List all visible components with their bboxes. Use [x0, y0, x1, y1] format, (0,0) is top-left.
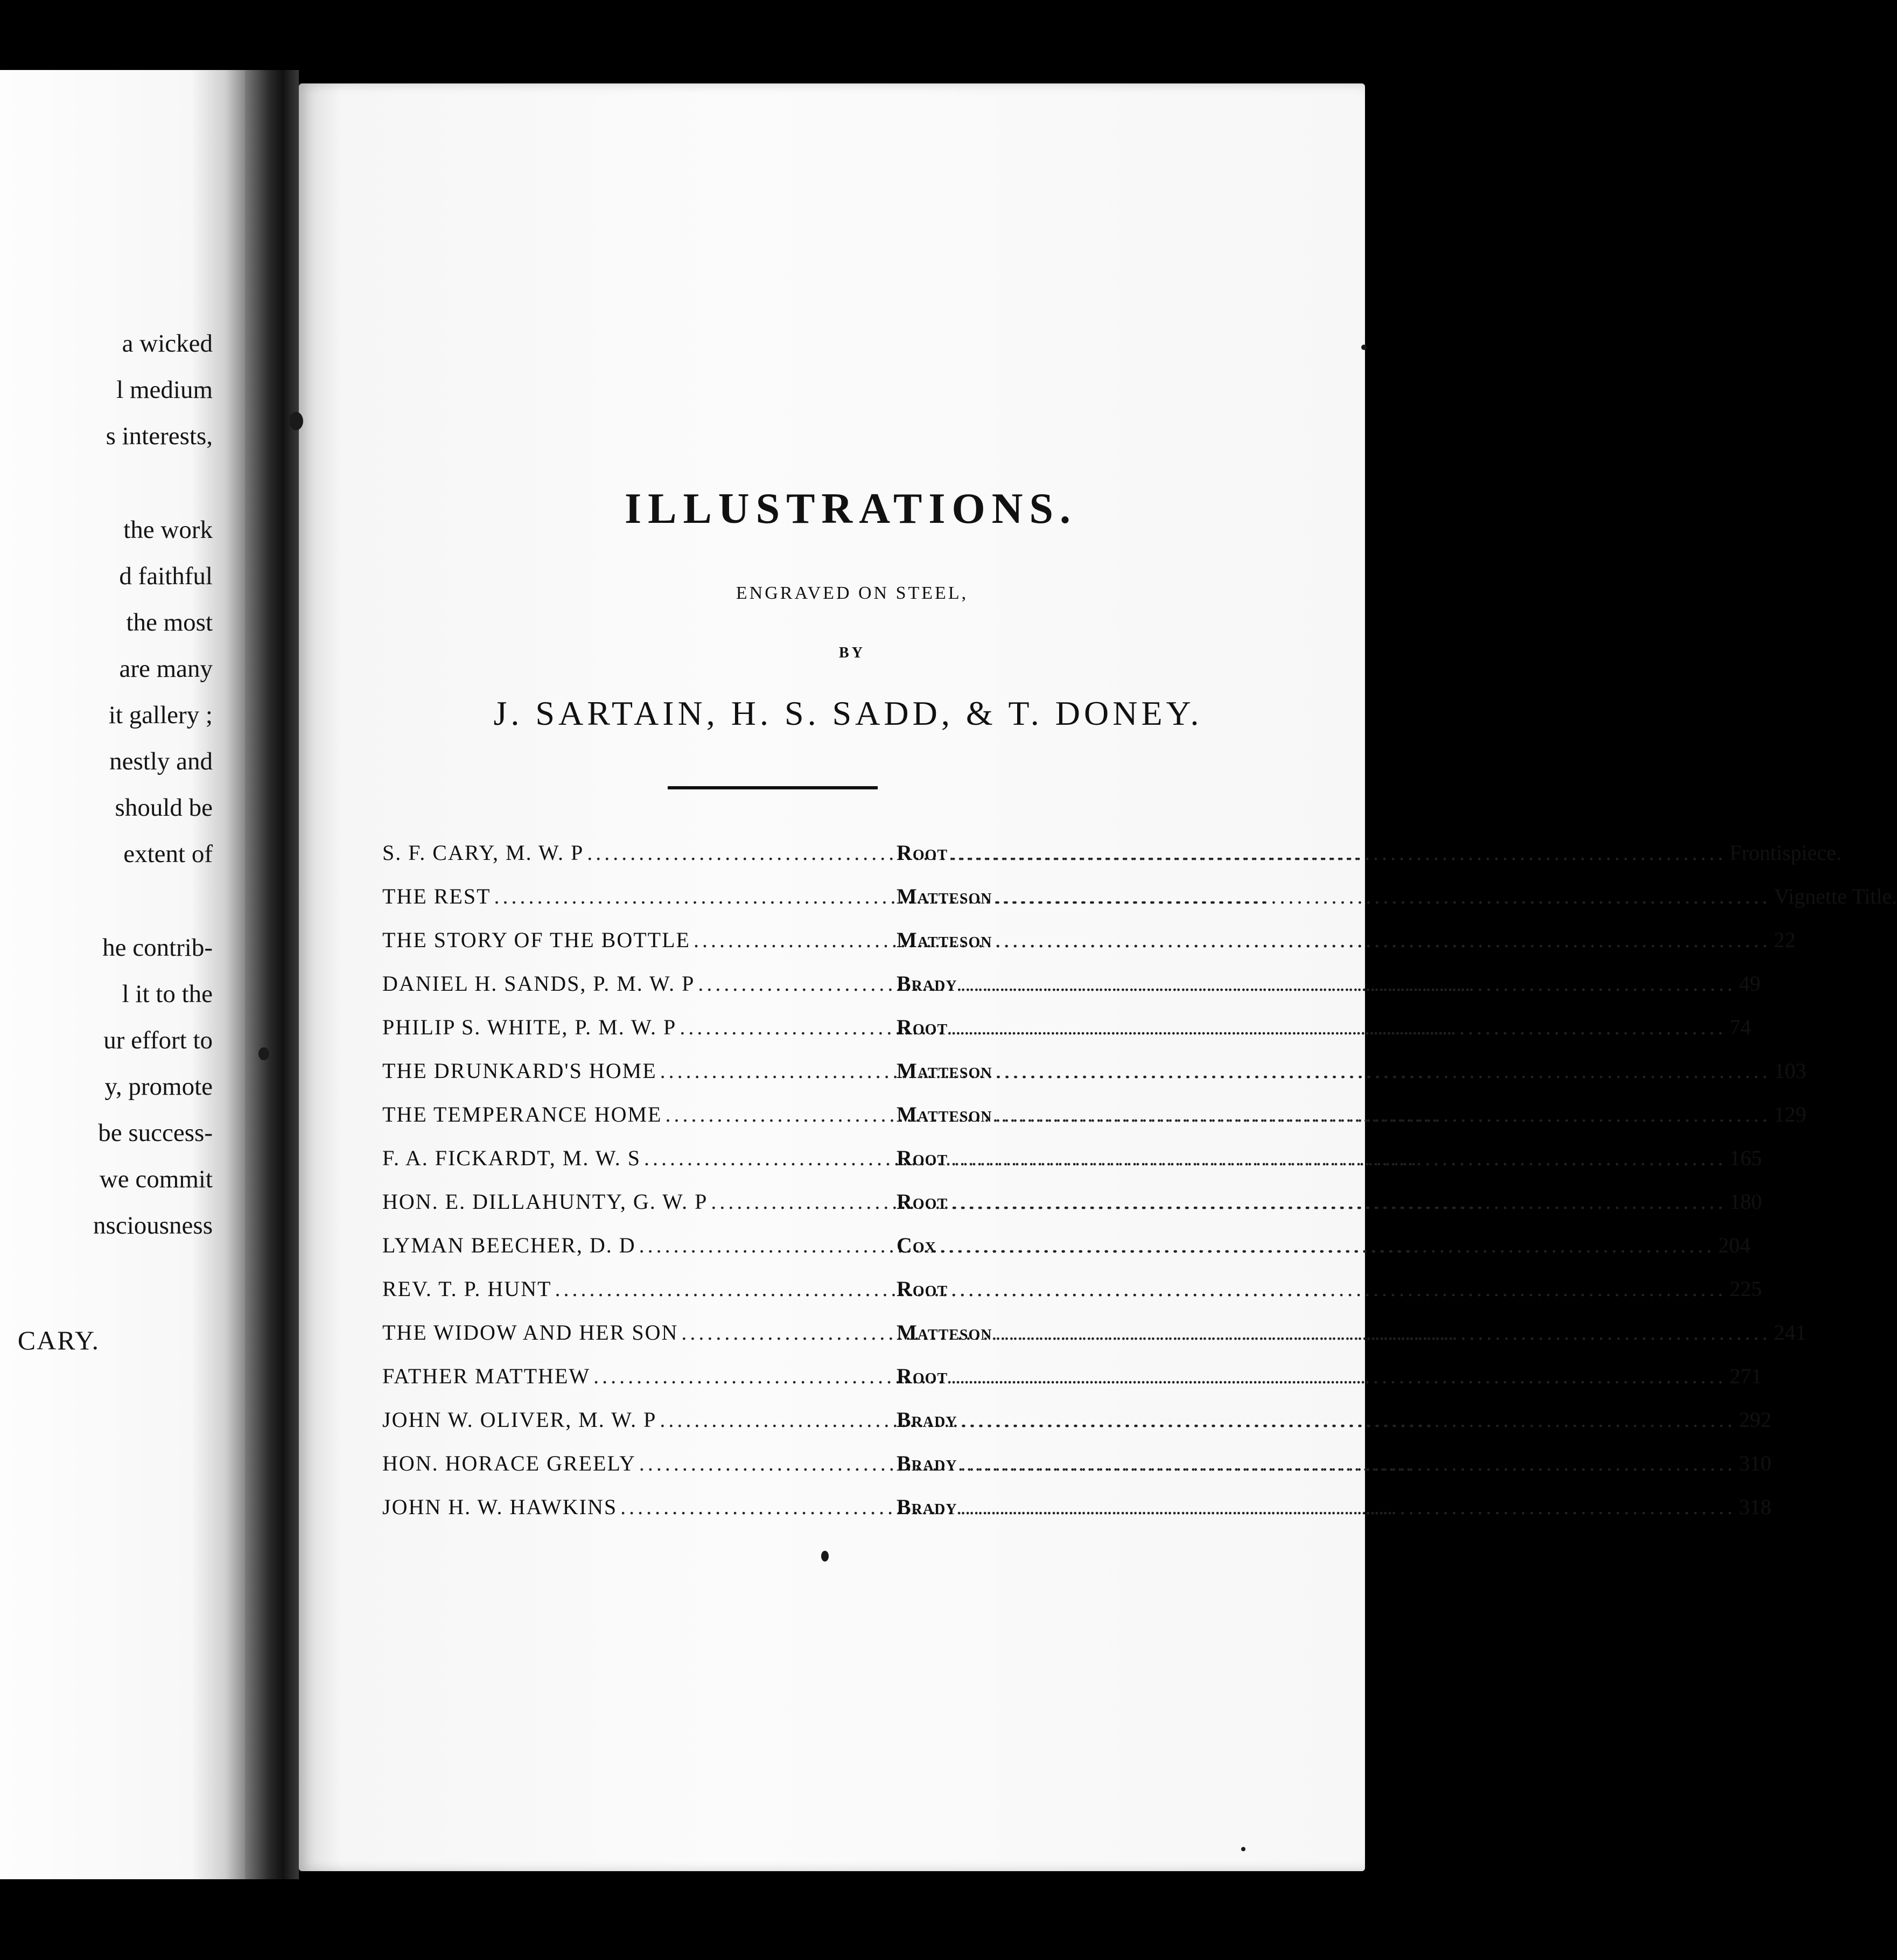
author-signature: CARY. — [17, 1325, 100, 1355]
left-text-line: a wicked — [122, 330, 213, 358]
plate-engraver: Brady — [897, 971, 957, 996]
plate-page: 225 — [1730, 1277, 1762, 1301]
left-text-line: ur effort to — [103, 1026, 213, 1054]
plate-engraver: Matteson — [897, 1102, 992, 1126]
plate-engraver: Cox — [897, 1233, 936, 1257]
plate-page: 180 — [1730, 1189, 1762, 1214]
leader-dots — [951, 1363, 1726, 1389]
leader-dots — [996, 1320, 1771, 1345]
leader-dots — [961, 1494, 1736, 1520]
leader-dots — [951, 1014, 1726, 1040]
scan-speck — [821, 1551, 829, 1562]
plate-engraver: Matteson — [897, 884, 992, 908]
plate-engraver: Matteson — [897, 1320, 992, 1345]
plate-entry — [382, 971, 1761, 1014]
plate-page: Frontispiece. — [1730, 841, 1842, 865]
plate-page: 241 — [1774, 1320, 1807, 1345]
plate-engraver: Root — [897, 1364, 948, 1388]
plate-title: JOHN H. W. HAWKINS — [382, 1495, 618, 1519]
page-title: ILLUSTRATIONS. — [624, 485, 1077, 533]
book-gutter — [245, 70, 299, 1879]
plate-entry — [382, 1102, 1807, 1145]
by-line: BY — [839, 645, 865, 661]
plate-title: THE REST — [382, 884, 491, 908]
plate-page: 49 — [1739, 971, 1761, 996]
leader-dots — [940, 1233, 1715, 1258]
plate-page: 165 — [1730, 1146, 1762, 1170]
engravers-line: J. SARTAIN, H. S. SADD, & T. DONEY. — [493, 694, 1203, 732]
plate-engraver: Brady — [897, 1451, 957, 1475]
plate-title: F. A. FICKARDT, M. W. S — [382, 1146, 641, 1170]
plate-entry — [382, 1189, 1762, 1233]
plate-list — [382, 840, 1897, 1538]
plate-title: DANIEL H. SANDS, P. M. W. P — [382, 971, 695, 996]
leader-dots — [996, 884, 1771, 909]
left-text-line: l medium — [116, 376, 213, 404]
plate-title: REV. T. P. HUNT — [382, 1277, 552, 1301]
plate-entry — [382, 1494, 1772, 1538]
left-page — [0, 70, 245, 1879]
plate-entry — [382, 1320, 1807, 1363]
illustrations-page — [299, 83, 1897, 1871]
plate-title: JOHN W. OLIVER, M. W. P — [382, 1408, 657, 1432]
leader-dots — [961, 971, 1736, 996]
plate-title: HON. E. DILLAHUNTY, G. W. P — [382, 1189, 708, 1214]
plate-page: 292 — [1739, 1408, 1772, 1432]
plate-title: FATHER MATTHEW — [382, 1364, 591, 1388]
plate-page: 22 — [1774, 928, 1796, 952]
left-text-line: the work — [123, 516, 213, 544]
plate-title: S. F. CARY, M. W. P — [382, 841, 584, 865]
leader-dots — [961, 1407, 1736, 1432]
plate-page: Vignette Title. — [1774, 884, 1897, 908]
plate-entry — [382, 1058, 1807, 1102]
plate-page: 271 — [1730, 1364, 1762, 1388]
left-text-line: be success- — [98, 1119, 213, 1147]
left-text-line: the most — [126, 608, 213, 636]
left-text-line: should be — [115, 794, 213, 822]
left-text-line: he contrib- — [102, 934, 213, 962]
plate-entry — [382, 884, 1897, 927]
left-text-line: it gallery ; — [108, 701, 213, 729]
plate-title: HON. HORACE GREELY — [382, 1451, 636, 1475]
plate-entry — [382, 1233, 1751, 1276]
leader-dots — [951, 1276, 1726, 1301]
left-text-line: s interests, — [106, 422, 213, 450]
plate-title: THE WIDOW AND HER SON — [382, 1320, 678, 1345]
plate-entry — [382, 1014, 1752, 1058]
leader-dots — [996, 1058, 1771, 1083]
plate-engraver: Matteson — [897, 928, 992, 952]
plate-title: LYMAN BEECHER, D. D — [382, 1233, 636, 1257]
title-rule — [668, 786, 878, 789]
plate-engraver: Root — [897, 1189, 948, 1214]
leader-dots — [996, 927, 1771, 953]
plate-entry — [382, 1451, 1772, 1494]
leader-dots — [996, 1102, 1771, 1127]
left-text-line: d faithful — [119, 562, 213, 590]
plate-title: THE DRUNKARD'S HOME — [382, 1059, 657, 1083]
scan-speck — [258, 1047, 269, 1060]
left-text-line: nestly and — [109, 747, 213, 775]
plate-engraver: Brady — [897, 1408, 957, 1432]
plate-title: PHILIP S. WHITE, P. M. W. P — [382, 1015, 677, 1039]
leader-dots — [951, 1145, 1726, 1171]
left-text-line: we commit — [99, 1165, 213, 1193]
plate-entry — [382, 1276, 1762, 1320]
left-text-line: are many — [119, 655, 213, 683]
leader-dots — [961, 1451, 1736, 1476]
page-subtitle: ENGRAVED ON STEEL, — [736, 583, 969, 603]
plate-entry — [382, 1407, 1772, 1451]
left-text-line: l it to the — [122, 980, 213, 1008]
left-text-line: extent of — [123, 840, 213, 868]
plate-entry — [382, 1363, 1762, 1407]
plate-page: 129 — [1774, 1102, 1807, 1126]
plate-title: THE STORY OF THE BOTTLE — [382, 928, 690, 952]
plate-title: THE TEMPERANCE HOME — [382, 1102, 662, 1126]
plate-entry — [382, 840, 1842, 884]
plate-engraver: Matteson — [897, 1059, 992, 1083]
plate-page: 103 — [1774, 1059, 1807, 1083]
plate-page: 318 — [1739, 1495, 1772, 1519]
leader-dots — [951, 840, 1726, 865]
plate-page: 204 — [1718, 1233, 1751, 1257]
scan-speck — [1361, 345, 1367, 350]
leader-dots — [951, 1189, 1726, 1214]
plate-engraver: Root — [897, 1015, 948, 1039]
scan-speck — [289, 412, 303, 430]
plate-entry — [382, 1145, 1762, 1189]
plate-engraver: Root — [897, 841, 948, 865]
plate-engraver: Root — [897, 1146, 948, 1170]
plate-page: 310 — [1739, 1451, 1772, 1475]
left-text-line: nsciousness — [93, 1212, 213, 1240]
plate-page: 74 — [1730, 1015, 1752, 1039]
scan-speck — [1241, 1847, 1245, 1851]
plate-entry — [382, 927, 1796, 971]
plate-engraver: Root — [897, 1277, 948, 1301]
left-text-line: y, promote — [104, 1073, 213, 1101]
plate-engraver: Brady — [897, 1495, 957, 1519]
